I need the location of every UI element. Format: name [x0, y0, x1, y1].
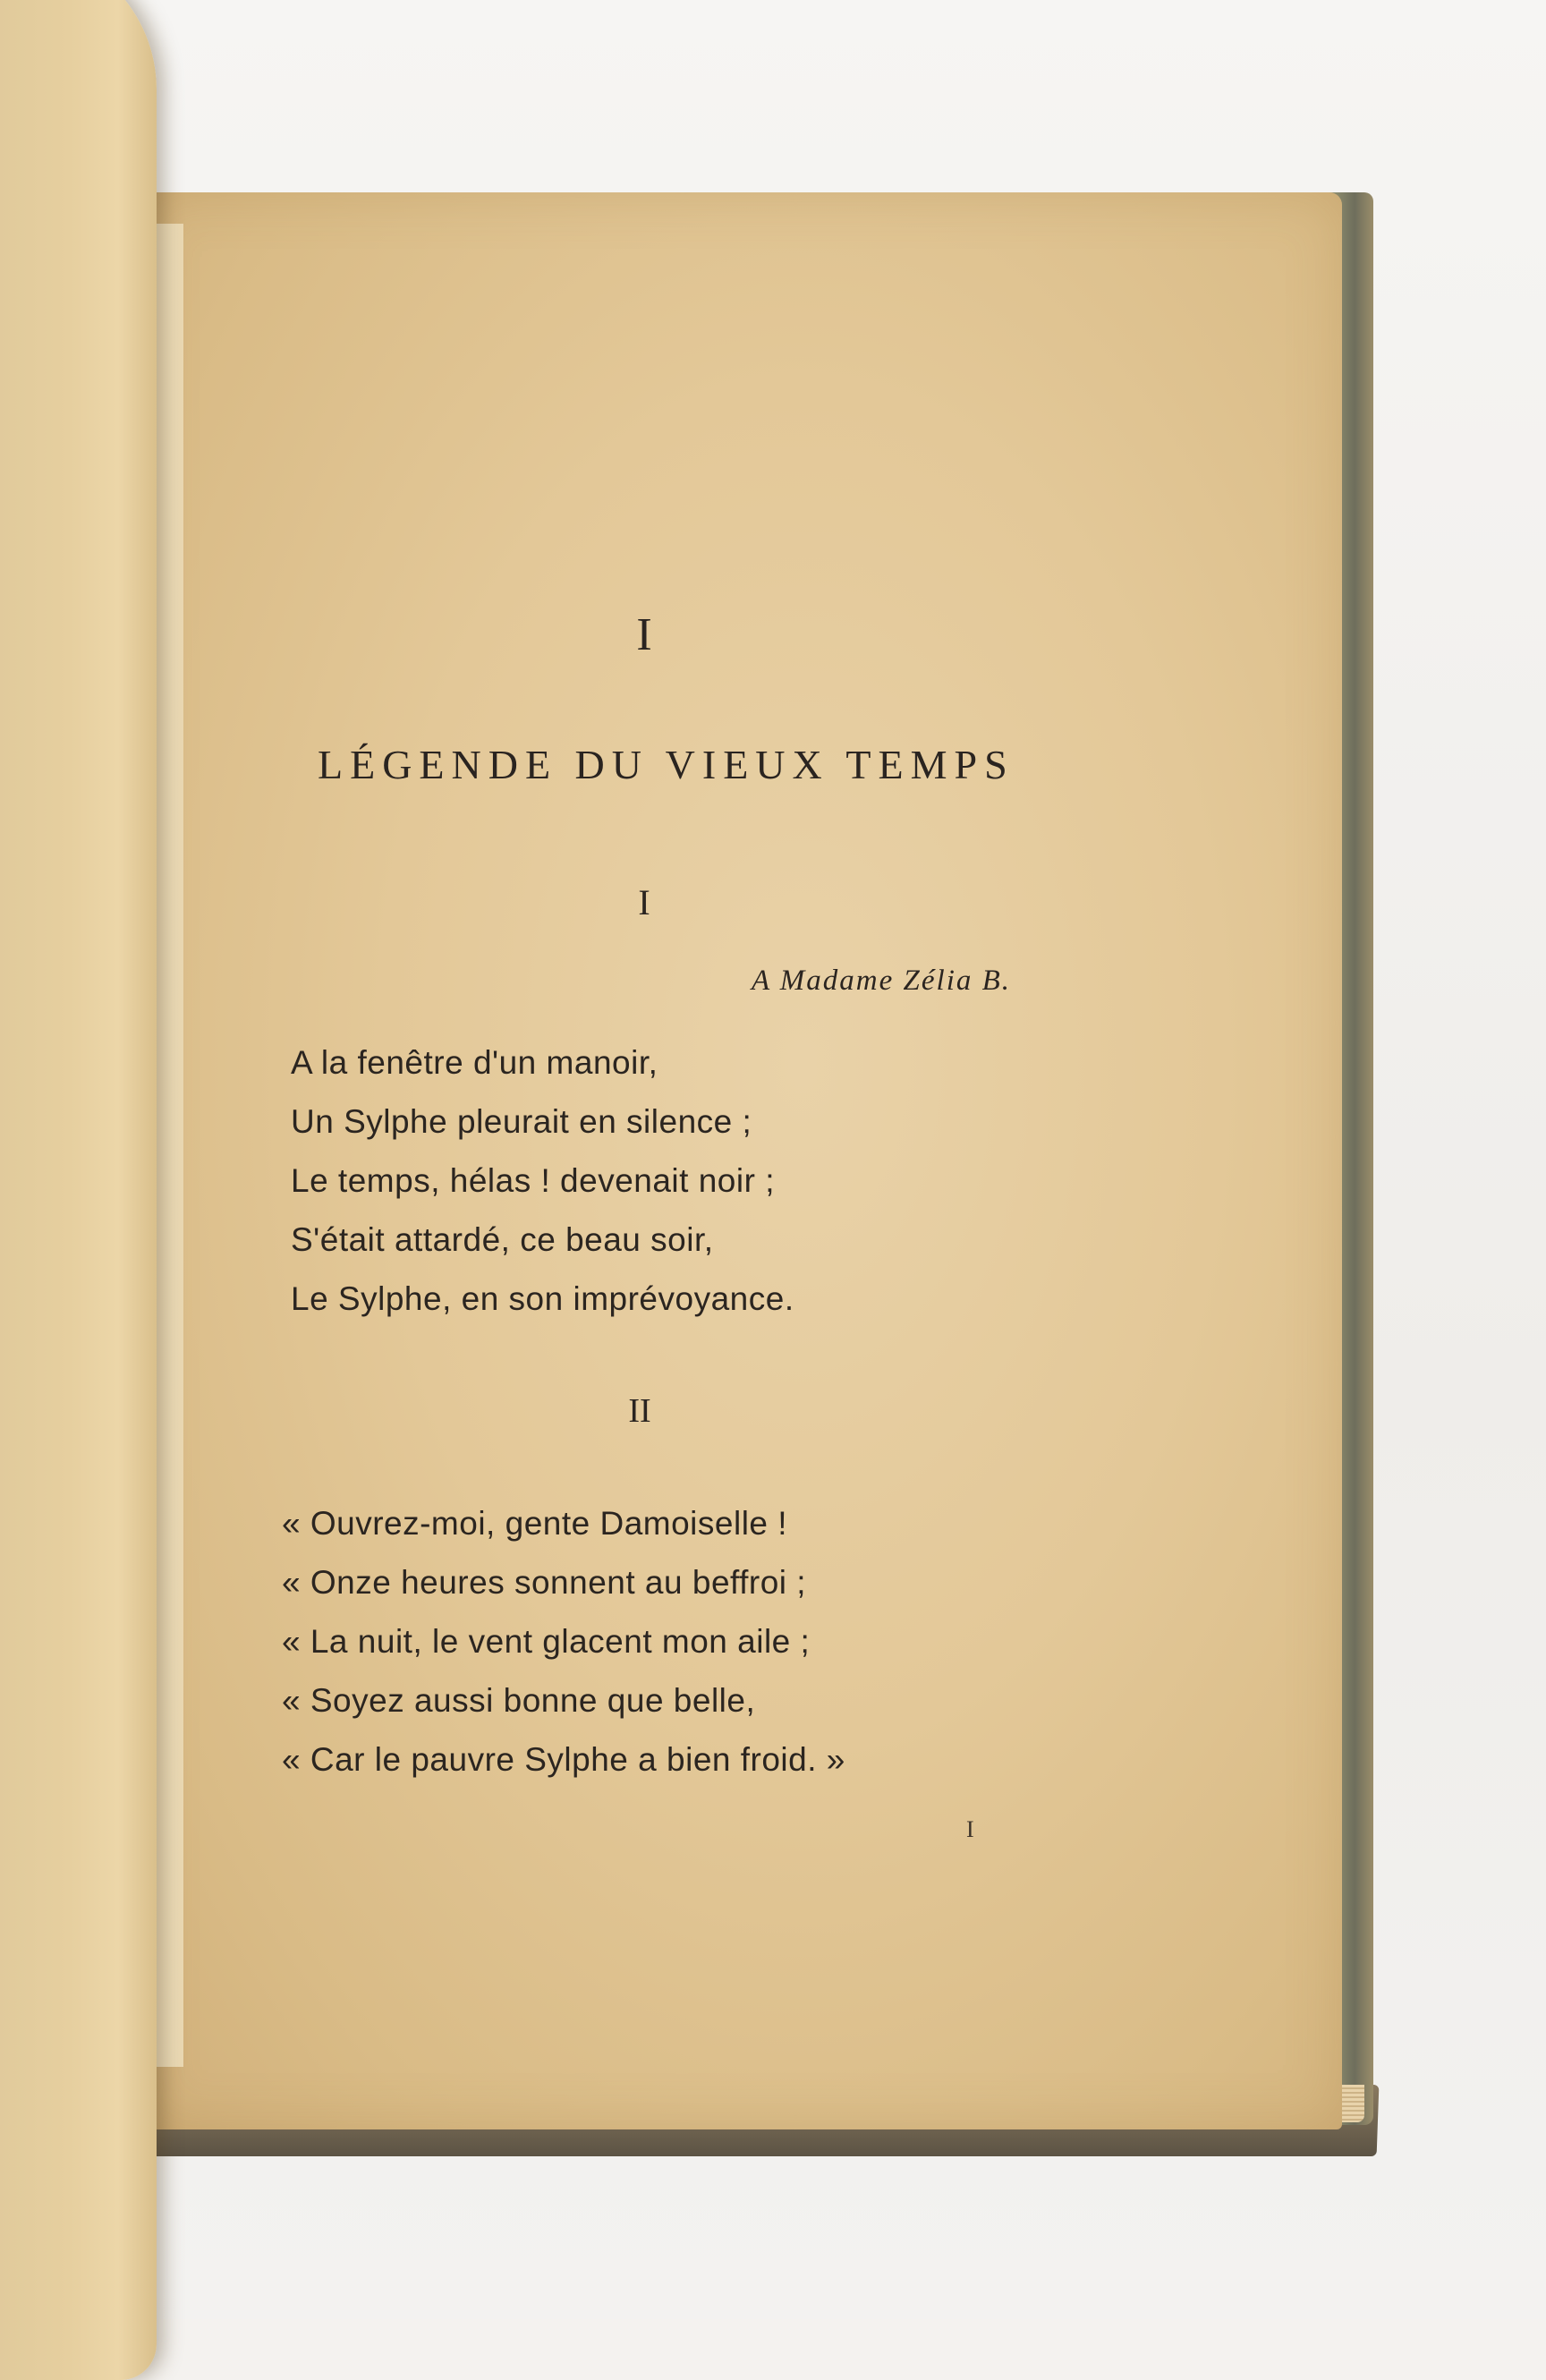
poem-title: LÉGENDE DU VIEUX TEMPS — [318, 742, 1015, 787]
part-one-numeral: I — [638, 882, 650, 922]
verse-line: Un Sylphe pleurait en silence ; — [291, 1103, 752, 1140]
stanza-one — [291, 1033, 794, 1329]
verse-line: A la fenêtre d'un manoir, — [291, 1044, 658, 1081]
verse-line: « Onze heures sonnent au beffroi ; — [282, 1564, 807, 1601]
verse-line: « Car le pauvre Sylphe a bien froid. » — [282, 1741, 845, 1778]
verse-line: S'était attardé, ce beau soir, — [291, 1221, 714, 1258]
section-numeral: I — [636, 609, 652, 660]
verse-line: Le Sylphe, en son imprévoyance. — [291, 1280, 794, 1317]
dedication: A Madame Zélia B. — [752, 965, 1012, 997]
left-page-curl — [0, 0, 157, 2380]
part-two-numeral: II — [628, 1392, 651, 1430]
verse-line: « La nuit, le vent glacent mon aile ; — [282, 1623, 811, 1660]
verse-line: « Soyez aussi bonne que belle, — [282, 1682, 756, 1719]
stanza-two — [282, 1494, 845, 1789]
verse-line: Le temps, hélas ! devenait noir ; — [291, 1162, 775, 1199]
page-number: I — [966, 1816, 974, 1842]
verse-line: « Ouvrez-moi, gente Damoiselle ! — [282, 1505, 788, 1542]
